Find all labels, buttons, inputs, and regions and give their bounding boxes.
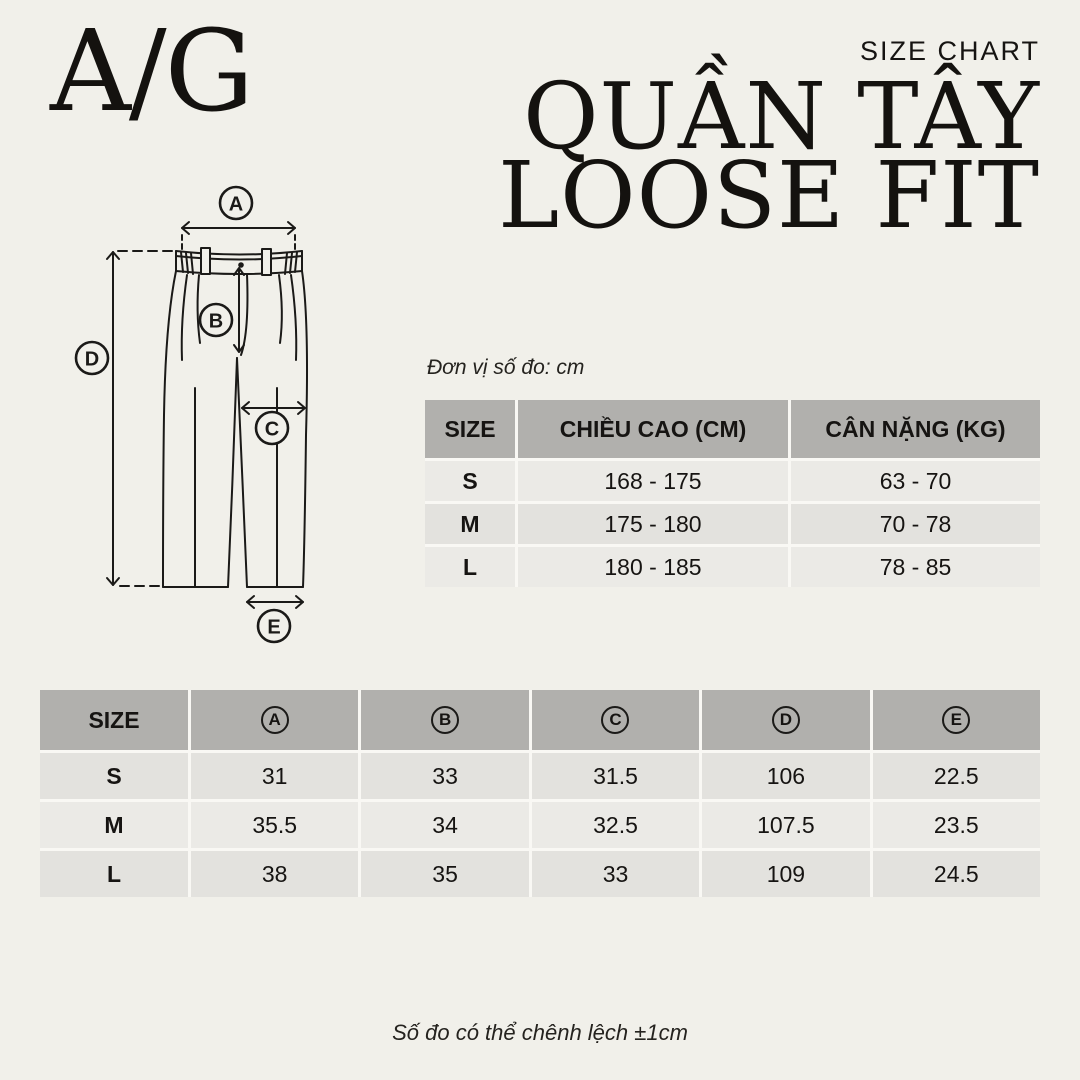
hw-row-s-height: 168 - 175 [518, 461, 788, 501]
footer-note: Số đo có thể chênh lệch ±1cm [392, 1020, 688, 1045]
m-header-size: SIZE [40, 690, 188, 750]
header-block [498, 36, 1040, 250]
m-header-d [702, 690, 869, 750]
m-row-s-size: S [40, 753, 188, 799]
measure-c-arrow [242, 402, 305, 444]
hw-row-l-weight: 78 - 85 [791, 547, 1040, 587]
label-e: E [267, 616, 281, 639]
hw-row-m-size: M [425, 504, 515, 544]
m-row-m-b: 34 [361, 802, 528, 848]
measure-d-arrow [76, 251, 176, 586]
hw-header-height: CHIỀU CAO (CM) [518, 400, 788, 458]
label-b: B [208, 310, 224, 333]
circled-b-label: B [431, 706, 459, 734]
m-header-a [191, 690, 358, 750]
label-d: D [84, 348, 100, 371]
circled-c-label: C [601, 706, 629, 734]
m-row-s-b: 33 [361, 753, 528, 799]
measurement-table [40, 690, 1040, 897]
waist-button [238, 262, 244, 268]
page-title-line2: LOOSE FIT [498, 142, 1040, 250]
hw-row-l-height: 180 - 185 [518, 547, 788, 587]
circled-a-label: A [261, 706, 289, 734]
hw-row-m-height: 175 - 180 [518, 504, 788, 544]
hw-row-s-weight: 63 - 70 [791, 461, 1040, 501]
unit-note: Đơn vị số đo: cm [427, 356, 585, 379]
m-row-m-d: 107.5 [702, 802, 869, 848]
circled-d-label: D [772, 706, 800, 734]
hw-header-size: SIZE [425, 400, 515, 458]
m-row-l-size: L [40, 851, 188, 897]
m-row-s-e: 22.5 [873, 753, 1040, 799]
m-row-m-a: 35.5 [191, 802, 358, 848]
m-row-m-c: 32.5 [532, 802, 699, 848]
measure-b-arrow [200, 268, 244, 352]
hw-header-weight: CÂN NẶNG (KG) [791, 400, 1040, 458]
hw-row-s-size: S [425, 461, 515, 501]
label-a: A [228, 193, 244, 216]
m-row-s-a: 31 [191, 753, 358, 799]
height-weight-table [425, 400, 1040, 587]
m-row-l-b: 35 [361, 851, 528, 897]
m-row-m-e: 23.5 [873, 802, 1040, 848]
hw-row-l-size: L [425, 547, 515, 587]
measure-a-arrow [182, 187, 295, 249]
m-row-l-c: 33 [532, 851, 699, 897]
hw-row-m-weight: 70 - 78 [791, 504, 1040, 544]
m-row-m-size: M [40, 802, 188, 848]
m-row-s-d: 106 [702, 753, 869, 799]
m-row-l-a: 38 [191, 851, 358, 897]
m-row-s-c: 31.5 [532, 753, 699, 799]
page-title-line1: QUẦN TÂY [523, 63, 1040, 170]
pants-diagram [60, 185, 410, 655]
m-header-c [532, 690, 699, 750]
m-row-l-d: 109 [702, 851, 869, 897]
circled-e-label: E [942, 706, 970, 734]
m-header-b [361, 690, 528, 750]
m-header-e [873, 690, 1040, 750]
measure-e-arrow [247, 596, 303, 642]
size-chart-label: SIZE CHART [859, 36, 1040, 66]
m-row-l-e: 24.5 [873, 851, 1040, 897]
brand-logo: A/G [50, 7, 253, 137]
label-c: C [264, 418, 280, 441]
